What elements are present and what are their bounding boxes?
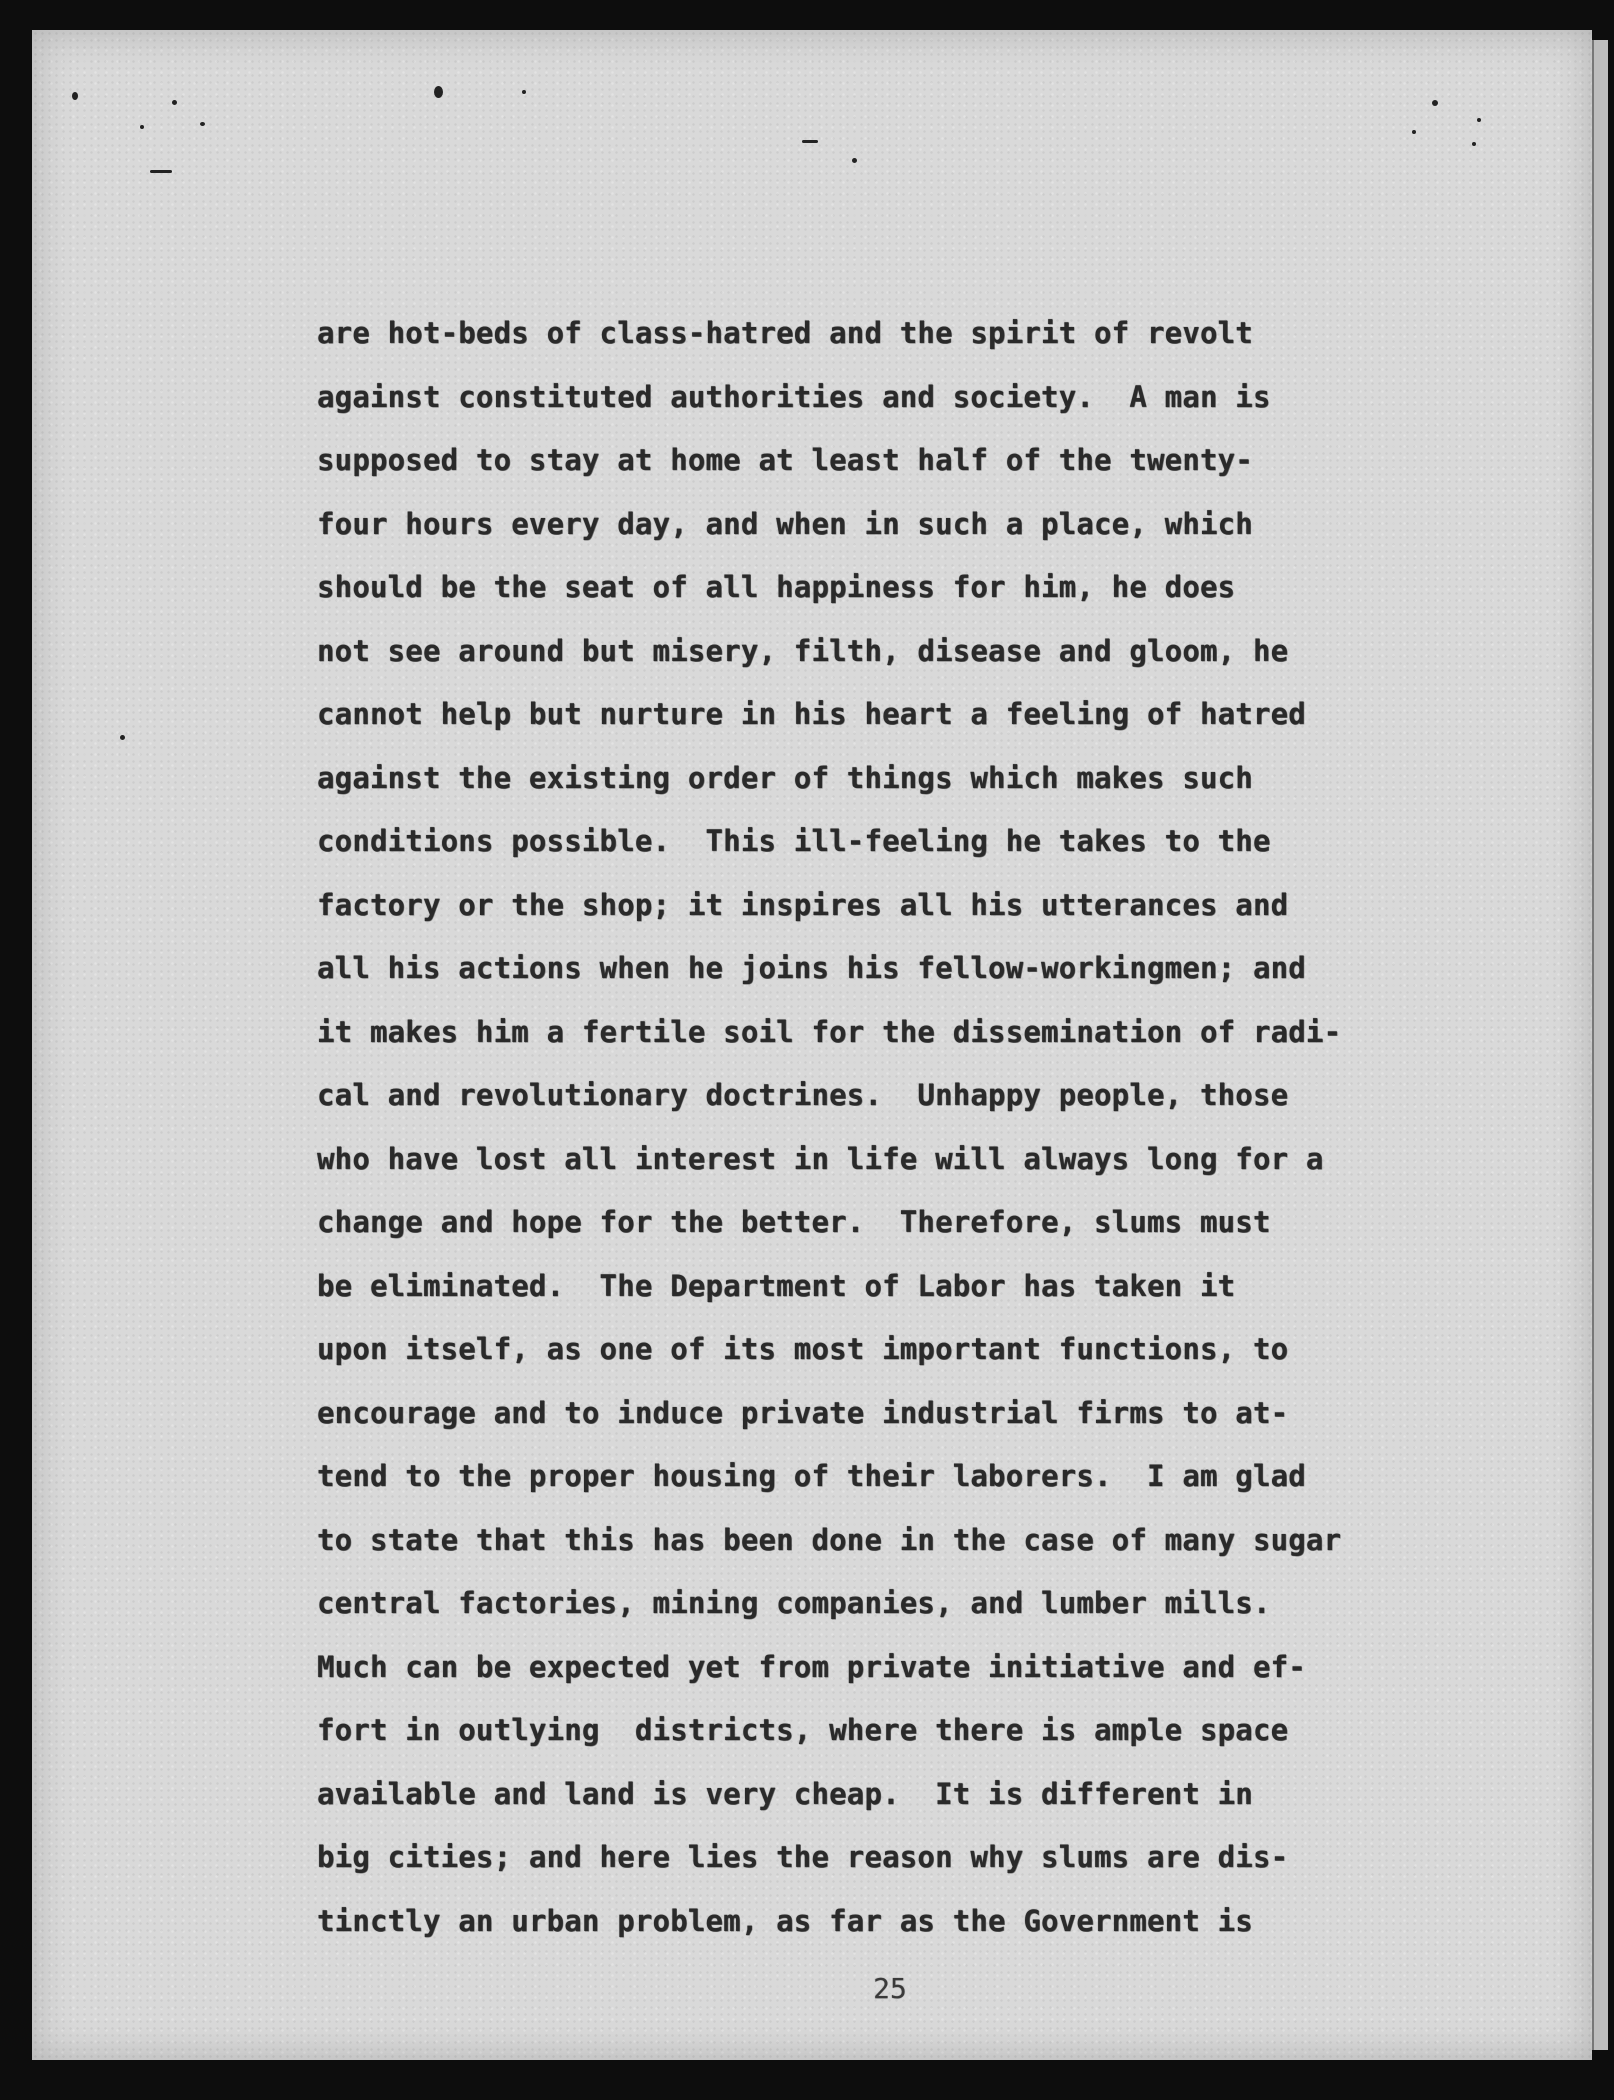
text-line: tend to the proper housing of their laborers. I am glad [317, 1459, 1306, 1493]
dust-speck [522, 90, 526, 94]
text-line: be eliminated. The Department of Labor has taken it [317, 1268, 1236, 1303]
text-line: should be the seat of all happiness for him, he does [317, 570, 1236, 604]
dust-speck [172, 100, 177, 105]
page-number: 25 [873, 1972, 907, 2005]
text-line: encourage and to induce private industrial firms to at- [317, 1395, 1289, 1430]
text-line: upon itself, as one of its most important functions, to [317, 1332, 1289, 1366]
text-line: cal and revolutionary doctrines. Unhappy people, those [317, 1078, 1289, 1112]
text-line: not see around but misery, filth, disease and gloom, he [317, 633, 1289, 668]
page-edge [1592, 40, 1608, 2050]
text-line: fort in outlying districts, where there is ample space [317, 1713, 1289, 1747]
dust-speck [120, 735, 125, 740]
text-line: conditions possible. This ill-feeling he takes to the [317, 824, 1271, 858]
text-line: who have lost all interest in life will always long for a [317, 1141, 1324, 1176]
dust-speck [140, 125, 144, 129]
text-line: change and hope for the better. Therefore, slums must [317, 1205, 1271, 1239]
body-text [317, 302, 1457, 1953]
text-line: factory or the shop; it inspires all his utterances and [317, 887, 1289, 922]
text-line: against constituted authorities and society. A man is [317, 379, 1271, 414]
text-line: big cities; and here lies the reason why slums are dis- [317, 1840, 1289, 1874]
dust-speck [150, 170, 172, 173]
dust-speck [434, 86, 443, 98]
text-line: supposed to stay at home at least half of the twenty- [317, 443, 1253, 477]
text-line: four hours every day, and when in such a place, which [317, 506, 1253, 541]
dust-speck [802, 140, 818, 143]
dust-speck [1477, 118, 1481, 122]
text-line: it makes him a fertile soil for the dissemination of radi- [317, 1014, 1342, 1049]
text-line: Much can be expected yet from private initiative and ef- [317, 1649, 1306, 1684]
dust-speck [1412, 130, 1416, 134]
text-line: to state that this has been done in the case of many sugar [317, 1522, 1342, 1557]
text-line: all his actions when he joins his fellow-workingmen; and [317, 951, 1306, 985]
text-line: are hot-beds of class-hatred and the spirit of revolt [317, 316, 1253, 350]
dust-speck [852, 158, 857, 163]
text-line: cannot help but nurture in his heart a feeling of hatred [317, 697, 1306, 731]
dust-speck [200, 122, 205, 126]
text-line: available and land is very cheap. It is different in [317, 1776, 1253, 1811]
text-line: tinctly an urban problem, as far as the Government is [317, 1903, 1253, 1938]
dust-speck [1432, 100, 1438, 106]
text-line: against the existing order of things which makes such [317, 760, 1253, 795]
text-line: central factories, mining companies, and lumber mills. [317, 1586, 1271, 1620]
dust-speck [1472, 142, 1476, 146]
dust-speck [72, 92, 78, 100]
